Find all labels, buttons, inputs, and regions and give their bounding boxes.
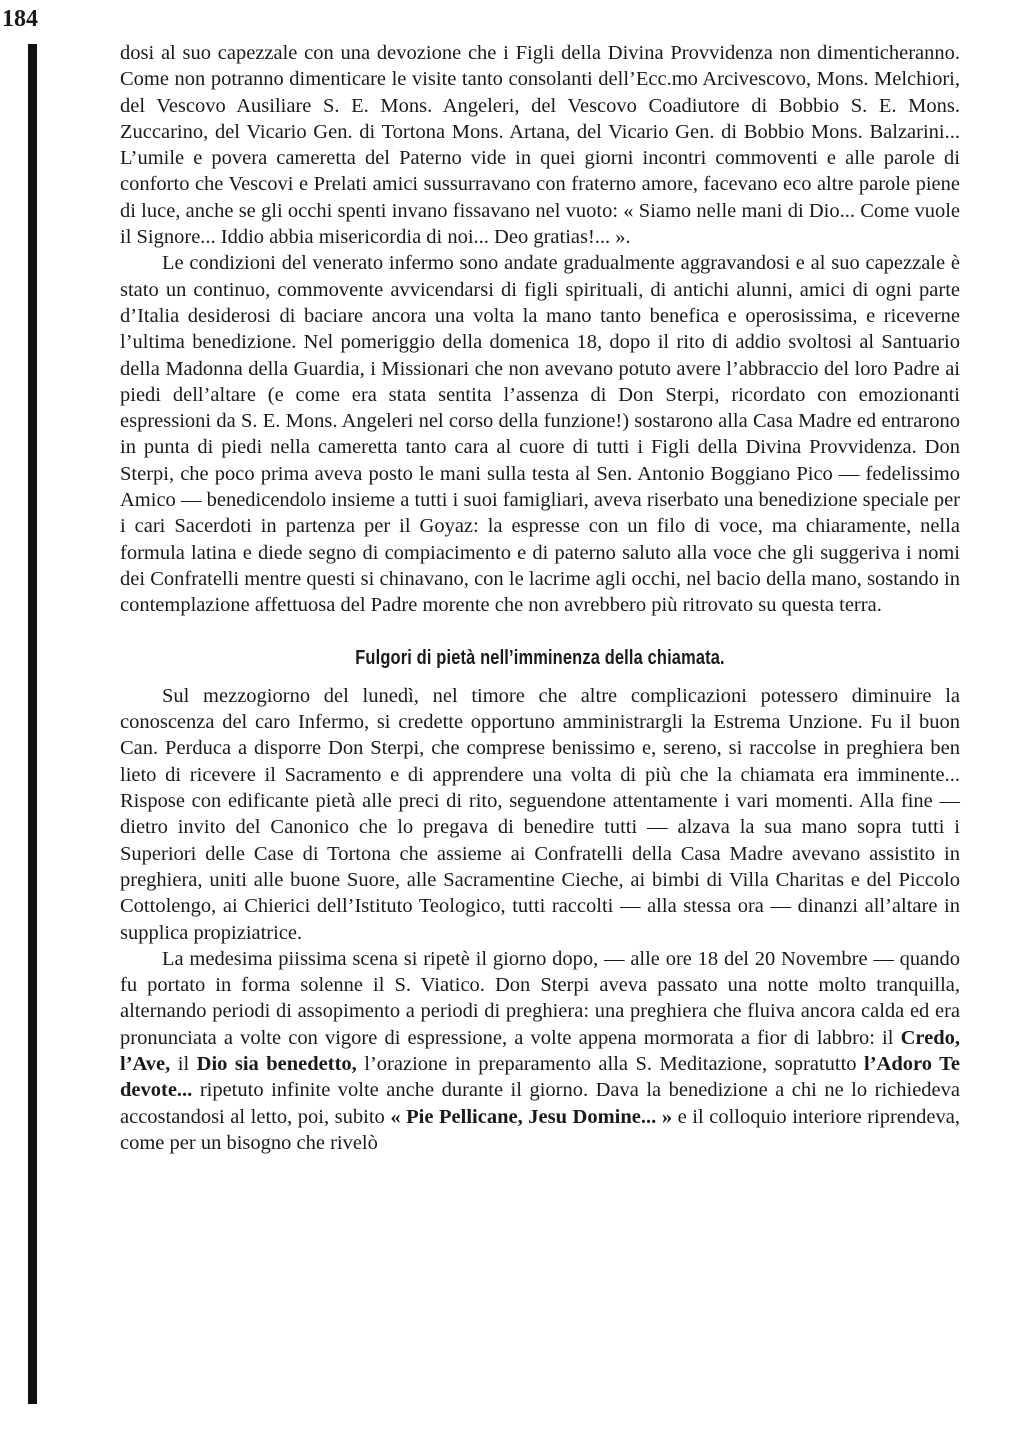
paragraph-4-part-2: il: [170, 1052, 197, 1075]
page-body: [120, 40, 960, 1156]
paragraph-4-part-3: l’orazione in preparamento alla S. Meditazione, sopratutto: [356, 1052, 865, 1075]
section-heading: Fulgori di pietà nell’imminenza della chiamata.: [355, 646, 725, 669]
prayer-pie-pellicane: « Pie Pellicane, Jesu Domine... »: [390, 1105, 673, 1128]
paragraph-4-part-5: e il colloquio interiore riprendeva, come per un bisogno che rivelò: [120, 1105, 961, 1154]
paragraph-4: [120, 946, 960, 1156]
prayer-adoro-te: l’Adoro Te devote...: [120, 1052, 960, 1102]
paragraph-2: Le condizioni del venerato infermo sono andate gradualmente aggravandosi e al suo capezzale è stato un continuo, commovente avvicendarsi di figli spirituali, di antichi alunni, amici di ogni parte d’Italia desiderosi di baciare ancora una volta la mano tanto benefica e operosissima, e riceverne l’ultima benedizione. Nel pomeriggio della domenica 18, dopo il rito di addio svoltosi al Santuario della Madonna della Guardia, i Missionari che non avevano potuto avere l’abbraccio del loro Padre ai piedi dell’altare (e come era stata sentita l’assenza di Don Sterpi, ricordato con emozionanti espressioni da S. E. Mons. Angeleri nel corso della funzione!) sostarono alla Casa Madre ed entrarono in punta di piedi nella cameretta tanto cara al cuore di tutti i Figli della Divina Provvidenza. Don Sterpi, che poco prima aveva posto le mani sulla testa al Sen. Antonio Boggiano Pico — fedelissimo Amico — benedicendolo insieme a tutti i suoi famigliari, aveva riserbato una benedizione speciale per i cari Sacerdoti in partenza per il Goyaz: la espresse con un filo di voce, ma chiaramente, nella formula latina e diede segno di compiacimento e di paterno saluto alla voce che gli suggeriva i nomi dei Confratelli mentre questi si chinavano, con le lacrime agli occhi, nel bacio della mano, sostando in contemplazione affettuosa del Padre morente che non avrebbero più ritrovato su questa terra.: [120, 252, 960, 617]
paragraph-1: dosi al suo capezzale con una devozione che i Figli della Divina Provvidenza non dimenticheranno. Come non potranno dimenticare le visite tanto consolanti dell’Ecc.mo Arcivescovo, Mons. Melchiori, del Vescovo Ausiliare S. E. Mons. Angeleri, del Vescovo Coadiutore di Bobbio S. E. Mons. Zuccarino, del Vicario Gen. di Tortona Mons. Artana, del Vicario Gen. di Bobbio Mons. Balzarini... L’umile e povera cameretta del Paterno vide in quei giorni incontri commoventi e alle parole di conforto che Vescovi e Prelati amici sussurravano con fraterno amore, facevano eco altre parole piene di luce, anche se gli occhi spenti invano fissavano nel vuoto: « Siamo nelle mani di Dio... Come vuole il Signore... Iddio abbia misericordia di noi... Deo gratias!... ».: [120, 42, 960, 249]
paragraph-4-part-4: ripetuto infinite volte anche durante il giorno. Dava la benedizione a chi ne lo richiedeva accostandosi al letto, poi, subito: [120, 1079, 960, 1128]
page-number: 184: [2, 6, 38, 32]
paragraph-4-part-1: La medesima piissima scena si ripetè il giorno dopo, — alle ore 18 del 20 Novembre — quando fu portato in forma solenne il S. Viatico. Don Sterpi aveva passato una notte molto tranquilla, alternando periodi di assopimento a periodi di preghiera: una preghiera che fluiva ancora calda ed era pronunciata a volte con vigore di espressione, a volte appena mormorata a fior di labbro: il: [120, 947, 960, 1049]
paragraph-3: Sul mezzogiorno del lunedì, nel timore che altre complicazioni potessero diminuire la conoscenza del caro Infermo, si credette opportuno amministrargli la Estrema Unzione. Fu il buon Can. Perduca a disporre Don Sterpi, che comprese benissimo e, sereno, si raccolse in preghiera ben lieto di ricevere il Sacramento e di apprendere una volta di più che la chiamata era imminente... Rispose con edificante pietà alle preci di rito, seguendone attentamente i vari momenti. Alla fine — dietro invito del Canonico che lo pregava di benedire tutti — alzava la sua mano sopra tutti i Superiori delle Case di Tortona che assieme ai Confratelli della Casa Madre avevano assistito in preghiera, uniti alle buone Suore, alle Sacramentine Cieche, ai bimbi di Villa Charitas e del Piccolo Cottolengo, ai Chierici dell’Istituto Teologico, tutti raccolti — alla stessa ora — dinanzi all’altare in supplica propiziatrice.: [120, 684, 960, 944]
margin-bar: [28, 44, 37, 1404]
prayer-dio-sia-benedetto: Dio sia benedetto,: [196, 1052, 357, 1075]
prayer-credo-ave: Credo, l’Ave,: [120, 1026, 960, 1075]
